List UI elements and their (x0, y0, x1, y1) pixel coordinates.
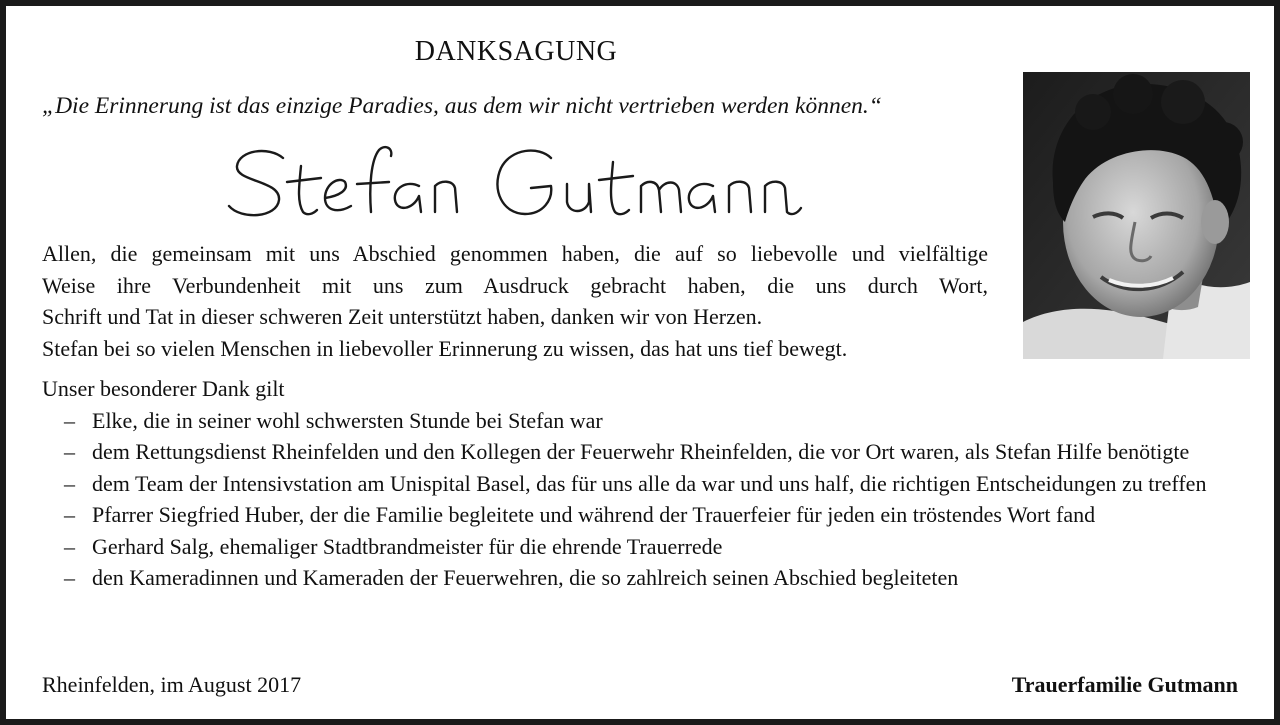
list-item-text: dem Team der Intensivstation am Unispital Basel, das für uns alle da war und uns half, die richtigen Entscheidungen zu treffen (92, 470, 1207, 496)
family-signature: Trauerfamilie Gutmann (1011, 672, 1238, 697)
list-item-text: den Kameradinnen und Kameraden der Feuerwehren, die so zahlreich seinen Abschied begleiteten (92, 565, 959, 590)
list-item (42, 436, 1252, 468)
intro-line: Weise ihre Verbundenheit mit uns zum Ausdruck gebracht haben, die uns durch Wort, (42, 272, 988, 298)
intro-paragraph (42, 238, 988, 364)
list-item-text: Pfarrer Siegfried Huber, der die Familie begleitete und während der Trauerfeier für jeden ein tröstendes Wort fand (92, 502, 1096, 527)
intro-line: Stefan bei so vielen Menschen in liebevoller Erinnerung zu wissen, das hat uns tief bewegt. (42, 335, 848, 361)
thanks-intro: Unser besonderer Dank gilt (42, 376, 285, 401)
dash-bullet: – (64, 439, 75, 464)
dash-bullet: – (64, 470, 75, 496)
list-item-text: Elke, die in seiner wohl schwersten Stunde bei Stefan war (92, 407, 603, 433)
handwritten-name-signature (221, 136, 821, 228)
list-item-text: dem Rettungsdienst Rheinfelden und den Kollegen der Feuerwehr Rheinfelden, die vor Ort waren, als Stefan Hilfe benötigte (92, 439, 1190, 464)
portrait-photo (1023, 72, 1250, 359)
intro-line: Allen, die gemeinsam mit uns Abschied genommen haben, die auf so liebevolle und vielfältige (42, 241, 988, 266)
intro-line: Schrift und Tat in dieser schweren Zeit unterstützt haben, danken wir von Herzen. (42, 304, 763, 329)
list-item (42, 405, 1252, 437)
dash-bullet: – (64, 502, 75, 527)
list-item-text: Gerhard Salg, ehemaliger Stadtbrandmeister für die ehrende Trauerrede (92, 533, 723, 559)
dash-bullet: – (64, 565, 75, 590)
thanks-section (42, 373, 1252, 594)
list-item (42, 499, 1252, 531)
list-item (42, 562, 1252, 594)
notice-heading: DANKSAGUNG (414, 36, 618, 67)
dash-bullet: – (64, 533, 75, 559)
thanks-list (42, 405, 1252, 594)
list-item (42, 531, 1252, 563)
memorial-quote: „Die Erinnerung ist das einzige Paradies, aus dem wir nicht vertrieben werden können.“ (42, 93, 882, 119)
list-item (42, 468, 1252, 500)
dash-bullet: – (64, 407, 75, 433)
place-date: Rheinfelden, im August 2017 (42, 672, 302, 697)
